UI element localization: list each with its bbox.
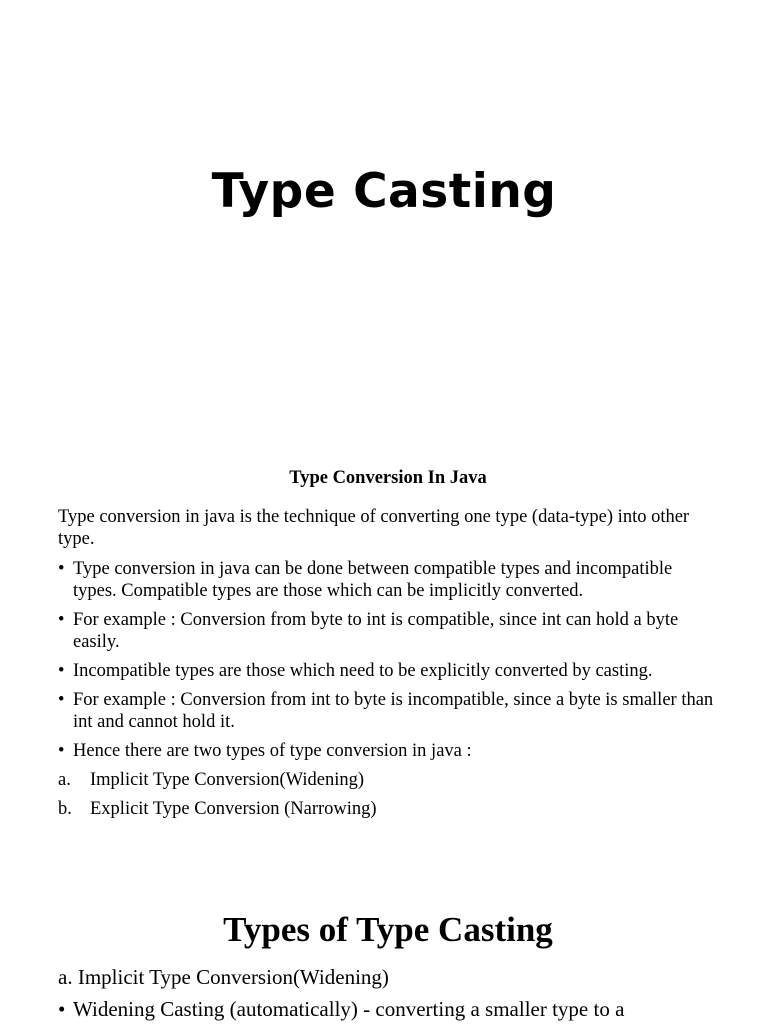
types-of-casting-slide <box>58 906 718 1022</box>
bullet-item <box>58 558 718 602</box>
bullet-dot-icon: • <box>58 610 65 630</box>
list-letter: b. <box>58 799 72 819</box>
section-heading: Type Conversion In Java <box>289 468 487 488</box>
bullet-dot-icon: • <box>58 559 65 579</box>
bullet-item <box>58 660 718 682</box>
bullet-text: For example : Conversion from byte to int is compatible, since int can hold a byte easily. <box>73 610 679 652</box>
intro-paragraph: Type conversion in java is the technique of converting one type (data-type) into other type. <box>58 507 690 549</box>
bullet-item <box>58 689 718 733</box>
types-slide-title: Types of Type Casting <box>223 910 553 949</box>
bullet-dot-icon: • <box>58 690 65 710</box>
bullet-dot-icon: • <box>58 661 65 681</box>
types-slide-subheading: a. Implicit Type Conversion(Widening) <box>58 965 389 989</box>
bullet-item <box>58 609 718 653</box>
lettered-item <box>58 798 718 820</box>
types-slide-bullet-text: Widening Casting (automatically) - converting a smaller type to a <box>73 997 625 1021</box>
bullet-dot-icon: • <box>58 997 66 1021</box>
bullet-text: Type conversion in java can be done between compatible types and incompatible types. Compatible types are those which can be implicitly converted. <box>73 559 673 601</box>
list-letter: a. <box>58 770 71 790</box>
bullet-text: Hence there are two types of type conversion in java : <box>73 741 472 761</box>
bullet-dot-icon: • <box>58 741 65 761</box>
bullet-text: For example : Conversion from int to byte is incompatible, since a byte is smaller than int and cannot hold it. <box>73 690 714 732</box>
lettered-text: Implicit Type Conversion(Widening) <box>90 770 365 790</box>
type-conversion-section <box>58 466 718 827</box>
types-slide-bullet <box>58 996 718 1022</box>
bullet-text: Incompatible types are those which need to be explicitly converted by casting. <box>73 661 653 681</box>
lettered-list <box>58 769 718 820</box>
bullet-list <box>58 558 718 762</box>
slide-title: Type Casting <box>211 164 557 219</box>
bullet-item <box>58 740 718 762</box>
lettered-text: Explicit Type Conversion (Narrowing) <box>90 799 377 819</box>
lettered-item <box>58 769 718 791</box>
